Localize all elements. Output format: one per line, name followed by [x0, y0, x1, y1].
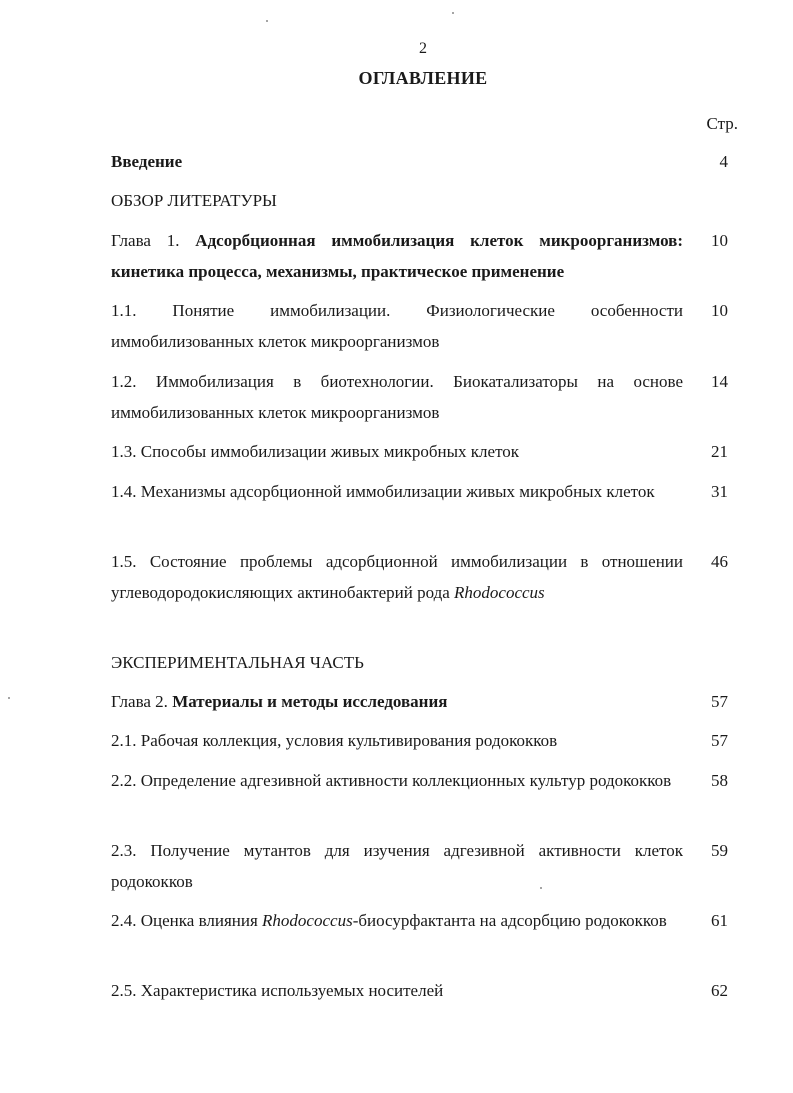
toc-page-1-3: 21 [711, 442, 728, 461]
toc-entry-2-3: 2.3. Получение мутантов для изучения адгезивной активности клеток родококков [111, 841, 683, 891]
entry-2-4-italic: Rhodococcus [262, 911, 353, 930]
toc-page-1-1: 10 [711, 301, 728, 320]
toc-page-1-5: 46 [711, 552, 728, 571]
toc-entry-chapter-1 [111, 225, 683, 287]
scan-speck [540, 887, 542, 889]
chapter-1-title: Адсорбционная иммобилизация клеток микроорганизмов: кинетика процесса, механизмы, практическое применение [111, 231, 683, 281]
toc-section-literature-review: ОБЗОР ЛИТЕРАТУРЫ [111, 191, 277, 210]
toc-page-2-3: 59 [711, 841, 728, 860]
toc-section-experimental: ЭКСПЕРИМЕНТАЛЬНАЯ ЧАСТЬ [111, 653, 364, 672]
toc-entry-2-2: 2.2. Определение адгезивной активности коллекционных культур родококков [111, 771, 672, 790]
toc-page-2-4: 61 [711, 911, 728, 930]
toc-entry-2-5: 2.5. Характеристика используемых носителей [111, 981, 444, 1000]
chapter-2-prefix: Глава 2. [111, 692, 173, 711]
page-number: 2 [419, 40, 427, 57]
entry-2-4-text-before: 2.4. Оценка влияния [111, 911, 263, 930]
scan-speck [8, 697, 10, 699]
toc-page-2-5: 62 [711, 981, 728, 1000]
page-title: ОГЛАВЛЕНИЕ [358, 68, 488, 88]
toc-entry-2-4 [111, 905, 683, 936]
toc-page-chapter-1: 10 [711, 231, 728, 250]
entry-1-5-italic: Rhodococcus [454, 583, 545, 602]
toc-entry-1-5 [111, 546, 683, 608]
toc-page-chapter-2: 57 [711, 692, 728, 711]
entry-2-4-text-after: -биосурфактанта на адсорбцию родококков [352, 911, 667, 930]
scan-speck [452, 12, 454, 14]
toc-entry-introduction: Введение [111, 152, 183, 171]
toc-entry-2-1: 2.1. Рабочая коллекция, условия культивирования родококков [111, 731, 558, 750]
page-column-label: Стр. [706, 114, 738, 133]
toc-entry-1-3: 1.3. Способы иммобилизации живых микробных клеток [111, 442, 520, 461]
chapter-1-prefix: Глава 1. [111, 231, 196, 250]
chapter-2-title: Материалы и методы исследования [172, 692, 448, 711]
toc-page-introduction: 4 [719, 152, 728, 171]
toc-entry-chapter-2 [111, 686, 683, 717]
toc-entry-1-2: 1.2. Иммобилизация в биотехнологии. Биокатализаторы на основе иммобилизованных клеток микроорганизмов [111, 372, 683, 422]
toc-page-1-4: 31 [711, 482, 728, 501]
toc-page-2-1: 57 [711, 731, 728, 750]
scan-speck [266, 20, 268, 22]
toc-page-2-2: 58 [711, 771, 728, 790]
toc-entry-1-4: 1.4. Механизмы адсорбционной иммобилизации живых микробных клеток [111, 482, 655, 501]
entry-1-5-text: 1.5. Состояние проблемы адсорбционной иммобилизации в отношении углеводородокисляющих актинобактерий рода [111, 552, 683, 602]
toc-entry-1-1: 1.1. Понятие иммобилизации. Физиологические особенности иммобилизованных клеток микроорганизмов [111, 301, 683, 351]
toc-page-1-2: 14 [711, 372, 728, 391]
